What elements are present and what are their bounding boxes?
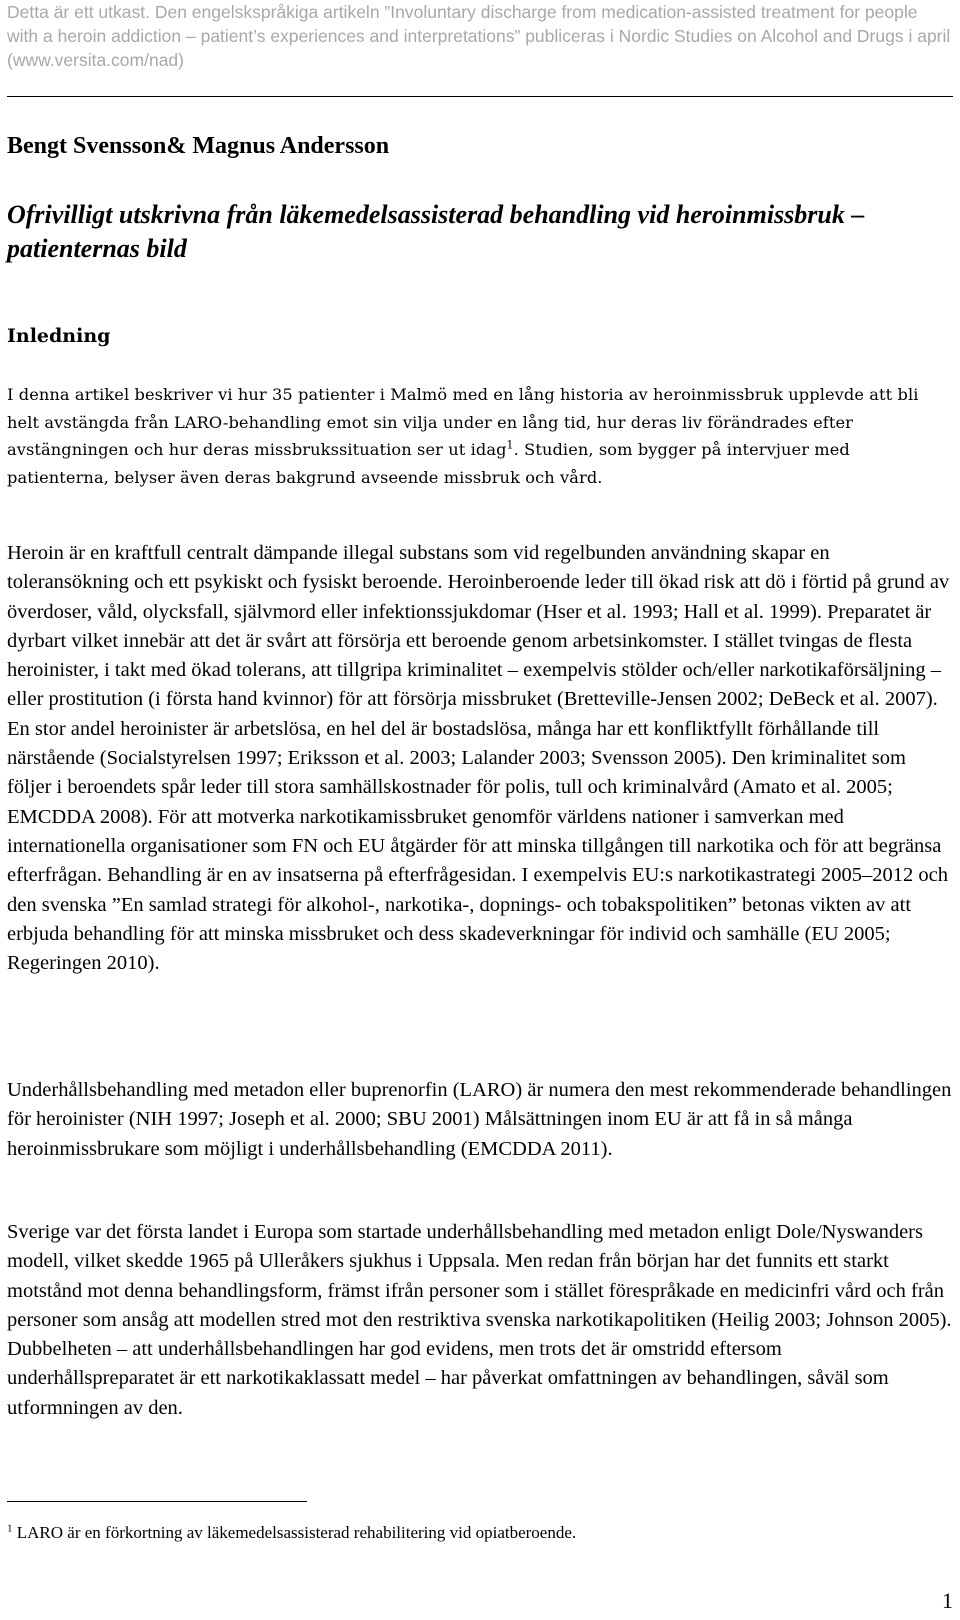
- authors: Bengt Svensson& Magnus Andersson: [7, 133, 390, 159]
- draft-notice: [7, 0, 953, 72]
- body-paragraph-3: Sverige var det första landet i Europa som startade underhållsbehandling med metadon enligt Dole/Nyswanders modell, vilket skedde 1965 på Ulleråkers sjukhus i Uppsala. Men redan från början har det funnits ett starkt motstånd mot denna behandlingsform, främst ifrån personer som i stället förespråkade en medicinfri vård och från personer som ansåg att modellen stred mot den restriktiva svenska narkotikapolitiken (Heilig 2003; Johnson 2005). Dubbelheten – att underhållsbehandlingen har god evidens, men trots det är omstridd eftersom underhållspreparatet är ett narkotikaklassatt medel – har påverkat omfattningen av behandlingen, såväl som utformningen av den.: [7, 1221, 952, 1419]
- draft-notice-text: Detta är ett utkast. Den engelskspråkiga artikeln ”Involuntary discharge from medication-assisted treatment for people with a heroin addiction – patient’s experiences and interpretations” publiceras i Nordic Studies on Alcohol and Drugs i april (: [7, 2, 951, 70]
- intro-text-continued: . Studien, som bygger på intervjuer med patienterna, belyser även deras bakgrund avseende missbruk och vård.: [7, 440, 850, 487]
- footnote-marker: 1: [7, 1522, 13, 1535]
- body-paragraph-1: Heroin är en kraftfull centralt dämpande illegal substans som vid regelbunden användning skapar en toleransökning och ett psykiskt och fysiskt beroende. Heroinberoende leder till ökad risk att dö i förtid på grund av överdoser, våld, olycksfall, självmord eller infektionssjukdomar (Hser et al. 1993; Hall et al. 1999). Preparatet är dyrbart vilket innebär att det är svårt att försörja ett beroende genom arbetsinkomster. I stället tvingas de flesta heroinister, i takt med ökad tolerans, att tillgripa kriminalitet – exempelvis stölder och/eller narkotikaförsäljning – eller prostitution (i första hand kvinnor) för att försörja missbruket (Bretteville-Jensen 2002; DeBeck et al. 2007). En stor andel heroinister är arbetslösa, en hel del är bostadslösa, många har ett konfliktfyllt förhållande till närstående (Socialstyrelsen 1997; Eriksson et al. 2003; Lalander 2003; Svensson 2005). Den kriminalitet som följer i beroendets spår leder till stora samhällskostnader för polis, tull och kriminalvård (Amato et al. 2005; EMCDDA 2008). För att motverka narkotikamissbruket genomför världens nationer i samverkan med internationella organisationer som FN och EU åtgärder för att minska tillgången till narkotika och för att begränsa efterfrågan. Behandling är en av insatserna på efterfrågesidan. I exempelvis EU:s narkotikastrategi 2005–2012 och den svenska ”En samlad strategi för alkohol-, narkotika-, dopnings- och tobakspolitiken” betonas vikten av att erbjuda behandling för att minska missbruket och dess skadeverkningar för individ och samhälle (EU 2005; Regeringen 2010).: [7, 542, 950, 975]
- journal-link[interactable]: www.versita.com/nad: [12, 50, 179, 70]
- intro-paragraph: [7, 381, 953, 491]
- footnote-separator: [7, 1501, 307, 1502]
- footnote-reference[interactable]: 1: [506, 438, 514, 452]
- article-title: Ofrivilligt utskrivna från läkemedelsassisterad behandling vid heroinmissbruk – patienternas bild: [7, 200, 865, 263]
- section-heading: Inledning: [7, 325, 111, 347]
- page-number: 1: [942, 1588, 953, 1613]
- header-rule: [7, 96, 953, 97]
- intro-text: I denna artikel beskriver vi hur 35 patienter i Malmö med en lång historia av heroinmissbruk upplevde att bli helt avstängda från LARO-behandling emot sin vilja under en lång tid, hur deras liv förändrades efter avstängningen och hur deras missbrukssituation ser ut idag: [7, 385, 919, 459]
- body-paragraph-2: Underhållsbehandling med metadon eller buprenorfin (LARO) är numera den mest rekommenderade behandlingen för heroinister (NIH 1997; Joseph et al. 2000; SBU 2001) Målsättningen inom EU är att få in så många heroinmissbrukare som möjligt i underhållsbehandling (EMCDDA 2011).: [7, 1079, 952, 1160]
- draft-notice-closing: ): [178, 50, 184, 70]
- footnote-text: LARO är en förkortning av läkemedelsassisterad rehabilitering vid opiatberoende.: [12, 1523, 577, 1542]
- footnote: [7, 1522, 953, 1544]
